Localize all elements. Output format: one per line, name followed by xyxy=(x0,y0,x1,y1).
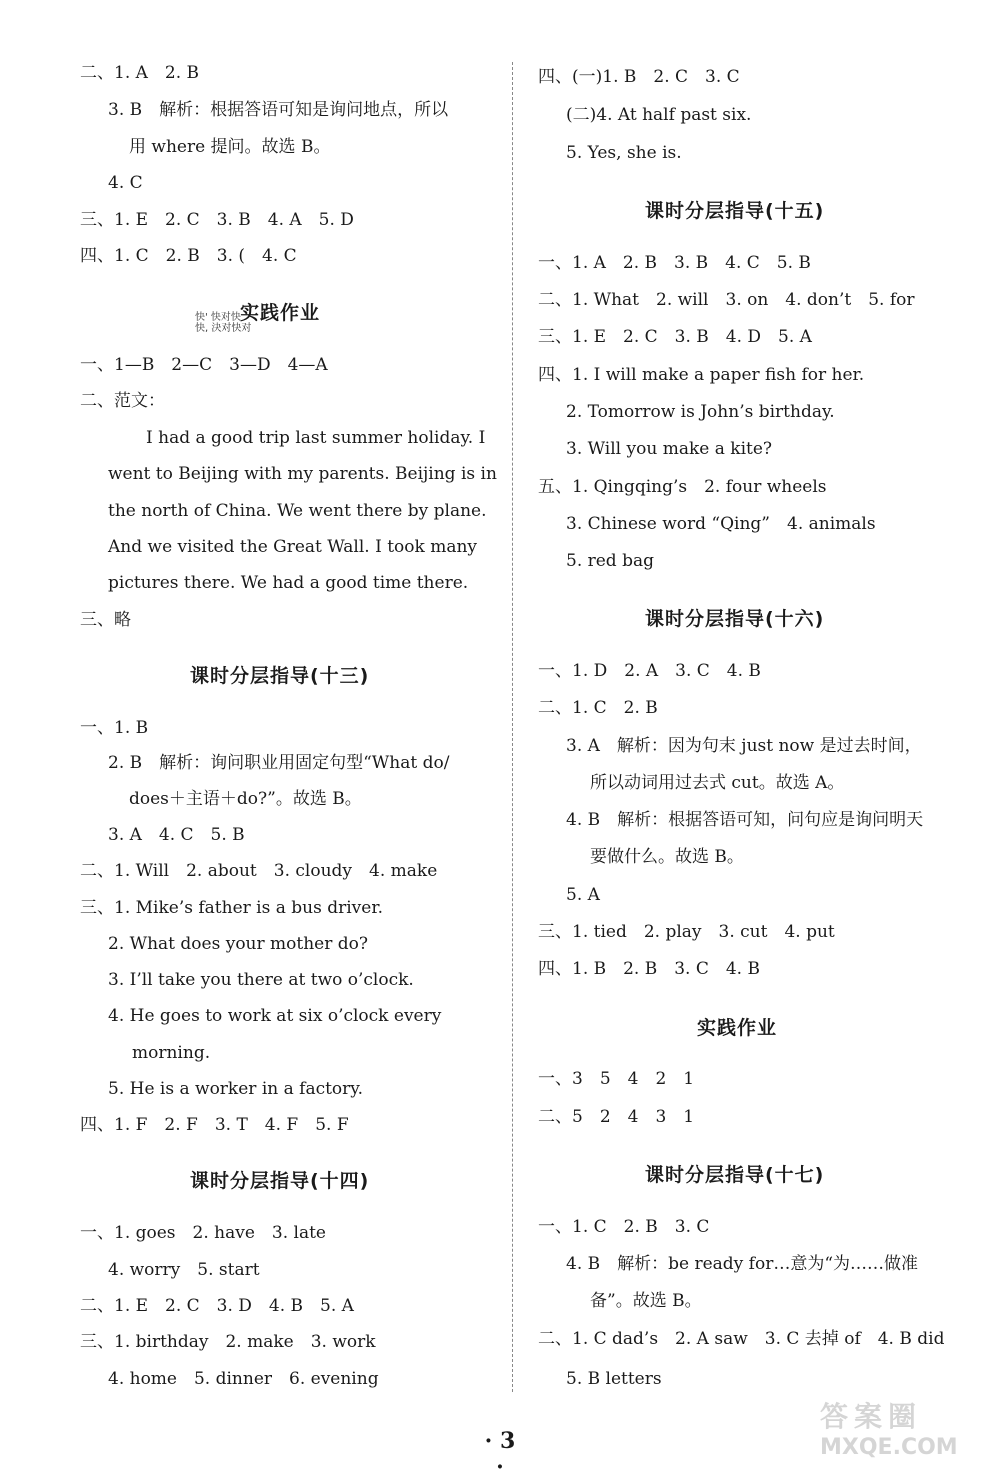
answer-line: 5. red bag xyxy=(566,551,654,571)
answer-line: 四、1. B 2. B 3. C 4. B xyxy=(538,959,760,979)
answer-line: 二、1. C 2. B xyxy=(538,698,658,718)
answer-line: 一、1. B xyxy=(80,718,149,738)
answer-line: 5. B letters xyxy=(566,1369,662,1389)
answer-line: 四、1. I will make a paper fish for her. xyxy=(538,365,865,385)
answer-line: 4. C xyxy=(108,173,143,193)
answer-line: 一、1—B 2—C 3—D 4—A xyxy=(80,355,328,375)
answer-line: 一、1. D 2. A 3. C 4. B xyxy=(538,661,761,681)
section-heading: 课时分层指导(十五) xyxy=(645,200,825,222)
answer-line: 用 where 提问。故选 B。 xyxy=(129,137,331,157)
answer-line: 二、1. Will 2. about 3. cloudy 4. make xyxy=(80,861,438,881)
section-heading: 课时分层指导(十六) xyxy=(645,608,825,630)
section-heading: 课时分层指导(十七) xyxy=(645,1164,825,1186)
essay-line: I had a good trip last summer holiday. I xyxy=(146,428,486,448)
answer-line: 4. B 解析：根据答语可知，问句应是询问明天 xyxy=(566,810,924,830)
answer-line: 3. A 解析：因为句末 just now 是过去时间， xyxy=(566,736,922,756)
answer-line: 二、1. C dad’s 2. A saw 3. C 去掉 of 4. B did xyxy=(538,1329,945,1349)
section-heading: 课时分层指导(十四) xyxy=(190,1170,370,1192)
column-divider xyxy=(512,62,513,1392)
answer-line: 三、1. E 2. C 3. B 4. A 5. D xyxy=(80,210,354,230)
answer-line: 5. He is a worker in a factory. xyxy=(108,1079,364,1099)
answer-line: 三、1. E 2. C 3. B 4. D 5. A xyxy=(538,327,812,347)
answer-line: 五、1. Qingqing’s 2. four wheels xyxy=(538,477,827,497)
answer-line: morning. xyxy=(132,1043,211,1063)
answer-line: 5. Yes, she is. xyxy=(566,143,682,163)
answer-line: 三、1. birthday 2. make 3. work xyxy=(80,1332,376,1352)
section-heading: 实践作业 xyxy=(240,302,321,324)
answer-line: 三、1. Mike’s father is a bus driver. xyxy=(80,898,383,918)
answer-line: 一、1. C 2. B 3. C xyxy=(538,1217,710,1237)
answer-line: 二、1. A 2. B xyxy=(80,63,200,83)
answer-line: 一、3 5 4 2 1 xyxy=(538,1069,695,1089)
answer-line: 3. I’ll take you there at two o’clock. xyxy=(108,970,414,990)
watermark-logo: 答案圈 MXQE.COM xyxy=(820,1400,958,1460)
answer-line: 四、1. F 2. F 3. T 4. F 5. F xyxy=(80,1115,349,1135)
answer-line: 2. Tomorrow is John’s birthday. xyxy=(566,402,835,422)
answer-line: 一、1. A 2. B 3. B 4. C 5. B xyxy=(538,253,811,273)
answer-line: 二、5 2 4 3 1 xyxy=(538,1107,695,1127)
section-heading: 课时分层指导(十三) xyxy=(190,665,370,687)
essay-line: And we visited the Great Wall. I took many xyxy=(108,537,478,557)
answer-line: 4. B 解析：be ready for…意为“为……做准 xyxy=(566,1254,919,1274)
answer-line: 一、1. goes 2. have 3. late xyxy=(80,1223,326,1243)
handwritten-scribble: 快' 快对快 快, 決对快对 xyxy=(195,312,252,334)
answer-line: 3. Will you make a kite? xyxy=(566,439,773,459)
answer-line: 二、1. E 2. C 3. D 4. B 5. A xyxy=(80,1296,354,1316)
answer-line: 备”。故选 B。 xyxy=(590,1291,702,1311)
essay-line: went to Beijing with my parents. Beijing is in xyxy=(108,464,497,484)
answer-line: does＋主语＋do?”。故选 B。 xyxy=(129,789,362,809)
answer-line: 3. B 解析：根据答语可知是询问地点，所以 xyxy=(108,100,449,120)
page-number: · 3 · xyxy=(484,1428,516,1480)
section-heading: 实践作业 xyxy=(697,1017,778,1039)
answer-line: 三、略 xyxy=(80,610,131,630)
answer-line: 三、1. tied 2. play 3. cut 4. put xyxy=(538,922,835,942)
answer-line: 要做什么。故选 B。 xyxy=(590,847,744,867)
answer-line: 4. He goes to work at six o’clock every xyxy=(108,1006,442,1026)
answer-line: 二、范文： xyxy=(80,391,165,411)
answer-line: 四、1. C 2. B 3. ( 4. C xyxy=(80,246,297,266)
answer-line: 3. Chinese word “Qing” 4. animals xyxy=(566,514,876,534)
answer-line: 所以动词用过去式 cut。故选 A。 xyxy=(590,773,845,793)
essay-line: pictures there. We had a good time there. xyxy=(108,573,469,593)
answer-line: 4. home 5. dinner 6. evening xyxy=(108,1369,379,1389)
answer-line: (二)4. At half past six. xyxy=(566,105,752,125)
answer-line: 二、1. What 2. will 3. on 4. don’t 5. for xyxy=(538,290,915,310)
answer-line: 2. B 解析：询问职业用固定句型“What do/ xyxy=(108,753,450,773)
answer-line: 5. A xyxy=(566,885,600,905)
answer-line: 四、(一)1. B 2. C 3. C xyxy=(538,67,740,87)
answer-line: 3. A 4. C 5. B xyxy=(108,825,245,845)
answer-line: 2. What does your mother do? xyxy=(108,934,368,954)
answer-line: 4. worry 5. start xyxy=(108,1260,260,1280)
essay-line: the north of China. We went there by plane. xyxy=(108,501,487,521)
